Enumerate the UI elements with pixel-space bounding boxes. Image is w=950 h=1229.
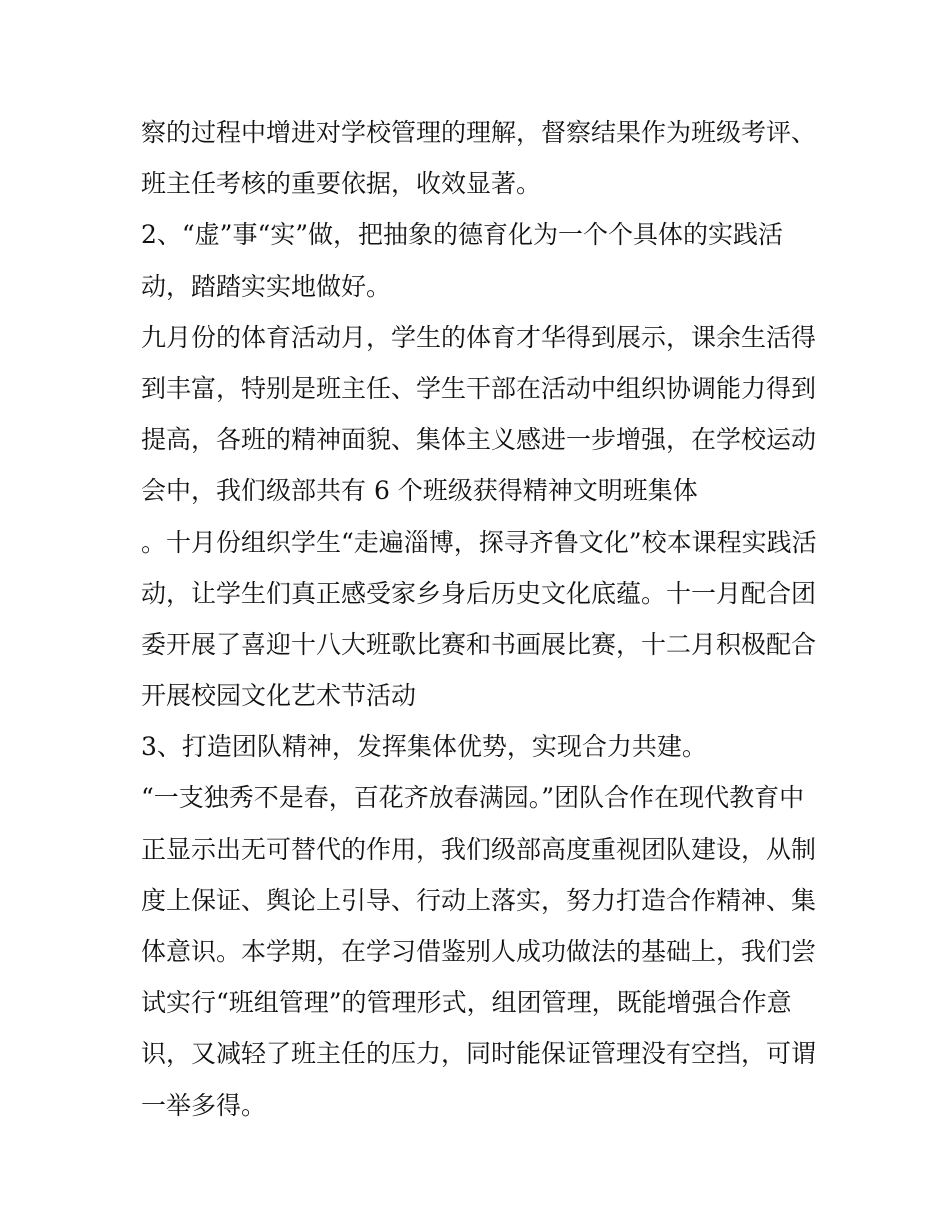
section-heading: 2、“虚”事“实”做，把抽象的德育化为一个个具体的实践活 [141,220,784,250]
text-line: 度上保证、舆论上引导、行动上落实，努力打造合作精神、集 [141,885,817,915]
text-line: 察的过程中增进对学校管理的理解，督察结果作为班级考评、 [141,118,817,147]
text-line: 会中，我们级部共有 6 个班级获得精神文明班集体 [141,476,698,506]
text-line: 一举多得。 [141,1090,267,1120]
text-line: 体意识。本学期，在学习借鉴别人成功做法的基础上，我们尝 [141,937,817,966]
text-line: 委开展了喜迎十八大班歌比赛和书画展比赛，十二月积极配合 [141,629,817,659]
text-line: 开展校园文化艺术节活动 [141,681,417,711]
text-line: “一支独秀不是春，百花齐放春满园。”团队合作在现代教育中 [141,783,805,813]
section-heading: 动，踏踏实实地做好。 [141,271,392,301]
section-heading: 3、打造团队精神，发挥集体优势，实现合力共建。 [141,732,707,762]
text-line: 班主任考核的重要依据，收效显著。 [141,169,542,199]
text-line: 试实行“班组管理”的管理形式，组团管理，既能增强合作意 [141,988,792,1018]
text-line: 九月份的体育活动月，学生的体育才华得到展示，课余生活得 [141,322,817,352]
text-line: 识，又减轻了班主任的压力，同时能保证管理没有空挡，可谓 [141,1039,817,1069]
document-body [141,107,821,1131]
text-line: 动，让学生们真正感受家乡身后历史文化底蕴。十一月配合团 [141,578,817,608]
text-line: 到丰富，特别是班主任、学生干部在活动中组织协调能力得到 [141,373,817,403]
text-line: 正显示出无可替代的作用，我们级部高度重视团队建设，从制 [141,834,817,864]
text-line: 提高，各班的精神面貌、集体主义感进一步增强，在学校运动 [141,425,817,455]
text-line: 。十月份组织学生“走遍淄博，探寻齐鲁文化”校本课程实践活 [141,527,817,557]
